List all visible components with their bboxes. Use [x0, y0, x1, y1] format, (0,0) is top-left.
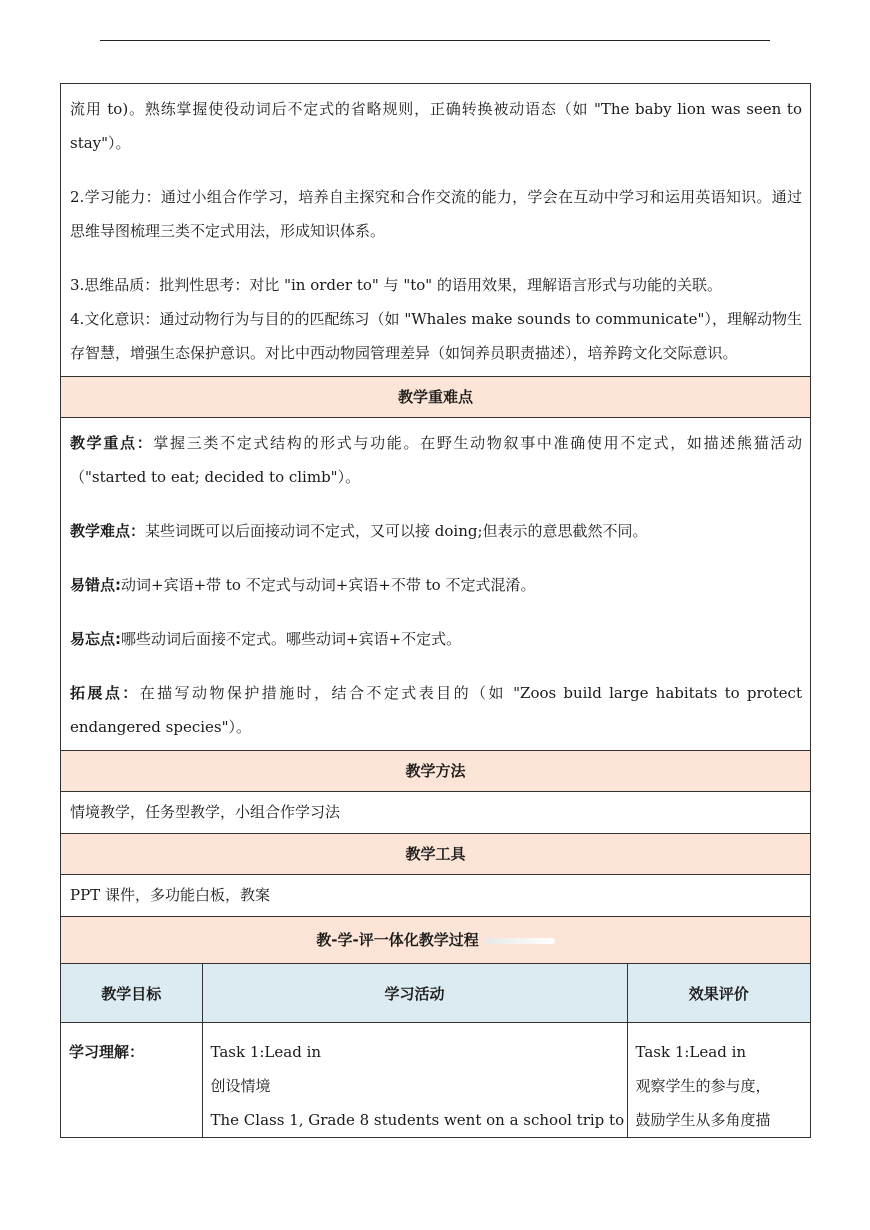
key-point-forgettable — [70, 622, 802, 656]
goal-cell — [61, 1023, 202, 1138]
process-table — [61, 964, 810, 1138]
header-rule — [100, 40, 770, 41]
text-error-prone: 动词+宾语+带 to 不定式与动词+宾语+不带 to 不定式混淆。 — [121, 576, 536, 594]
label-focus: 教学重点： — [70, 434, 154, 452]
section-method-header: 教学方法 — [61, 751, 810, 792]
label-extension: 拓展点： — [70, 684, 140, 702]
label-error-prone: 易错点: — [70, 576, 121, 594]
section-process-header — [61, 917, 810, 964]
section-key-points-header: 教学重难点 — [61, 377, 810, 418]
process-title: 教-学-评一体化教学过程 — [316, 931, 479, 949]
evaluation-line-2: 观察学生的参与度， — [635, 1077, 771, 1095]
evaluation-line-3: 鼓励学生从多角度描 — [635, 1111, 771, 1129]
text-difficulty: 某些词既可以后面接动词不定式，又可以接 doing;但表示的意思截然不同。 — [145, 522, 648, 540]
objective-cultural-awareness: 4.文化意识：通过动物行为与目的的匹配练习（如 "Whales make sounds to communicate"），理解动物生存智慧，增强生态保护意识。对比中西动物园管理差异（如饲养员职责描述），培养跨文化交际意识。 — [70, 310, 802, 362]
key-points-cell — [61, 418, 810, 751]
evaluation-cell — [627, 1023, 810, 1138]
activity-cell — [202, 1023, 627, 1138]
activity-line-1: Task 1:Lead in — [210, 1043, 322, 1061]
goal-label: 学习理解： — [69, 1043, 145, 1061]
text-forgettable: 哪些动词后面接不定式。哪些动词+宾语+不定式。 — [121, 630, 462, 648]
table-row — [61, 1023, 810, 1138]
header-activity: 学习活动 — [202, 964, 627, 1023]
section-tools-header: 教学工具 — [61, 834, 810, 875]
objective-learning-ability: 2.学习能力：通过小组合作学习，培养自主探究和合作交流的能力，学会在互动中学习和运用英语知识。通过思维导图梳理三类不定式用法，形成知识体系。 — [70, 188, 802, 240]
tools-text: PPT 课件，多功能白板，教案 — [61, 875, 810, 917]
watermark-smudge — [485, 938, 555, 944]
key-point-focus — [70, 426, 802, 494]
label-forgettable: 易忘点: — [70, 630, 121, 648]
activity-line-2: 创设情境 — [210, 1077, 271, 1095]
objectives-cell — [61, 84, 810, 377]
key-point-extension — [70, 676, 802, 744]
activity-line-3: The Class 1, Grade 8 students went on a school trip to — [210, 1111, 625, 1129]
key-point-error-prone — [70, 568, 802, 602]
objective-thinking-quality: 3.思维品质：批判性思考：对比 "in order to" 与 "to" 的语用效果，理解语言形式与功能的关联。 — [70, 276, 722, 294]
label-difficulty: 教学难点： — [70, 522, 146, 540]
text-extension: 在描写动物保护措施时，结合不定式表目的（如 "Zoos build large habitats to protect endangered species"）。 — [70, 684, 802, 736]
header-evaluation: 效果评价 — [627, 964, 810, 1023]
header-goal: 教学目标 — [61, 964, 202, 1023]
lesson-plan-document — [60, 83, 811, 1138]
process-table-header-row — [61, 964, 810, 1023]
method-text: 情境教学，任务型教学，小组合作学习法 — [61, 792, 810, 834]
evaluation-line-1: Task 1:Lead in — [635, 1043, 747, 1061]
key-point-difficulty — [70, 514, 802, 548]
text-focus: 掌握三类不定式结构的形式与功能。在野生动物叙事中准确使用不定式，如描述熊猫活动（"started to eat; decided to climb"）。 — [70, 434, 802, 486]
objective-language-ability: 流用 to)。熟练掌握使役动词后不定式的省略规则，正确转换被动语态（如 "The baby lion was seen to stay"）。 — [70, 100, 802, 152]
